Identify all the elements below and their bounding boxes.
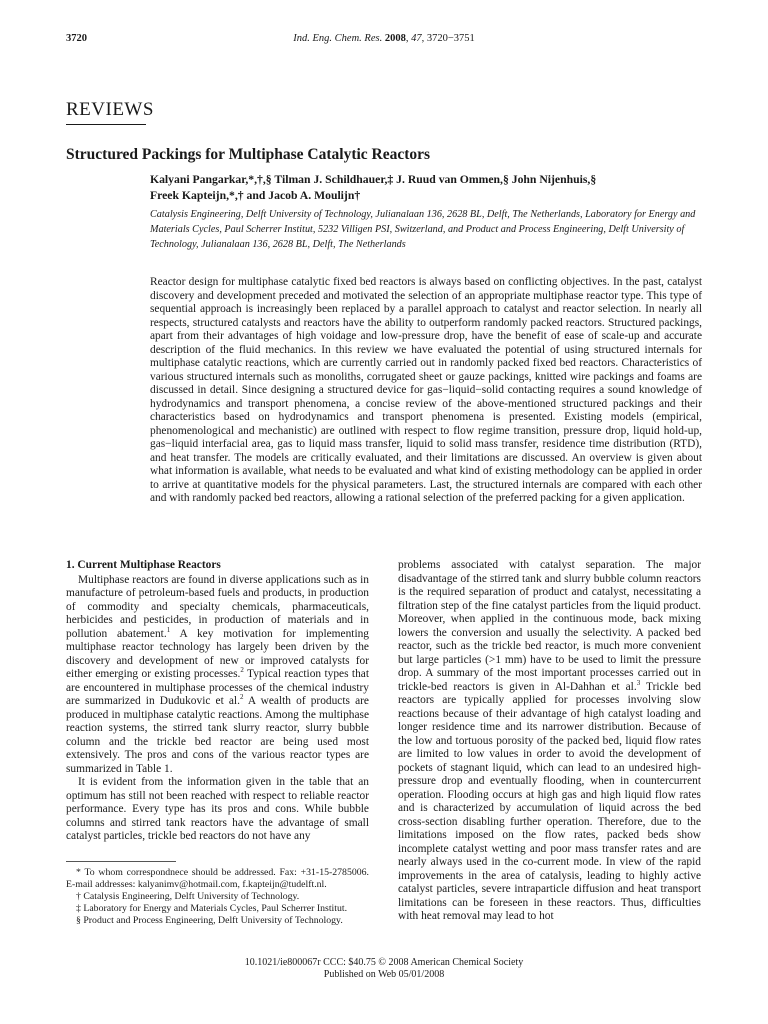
footnote-double-dagger: ‡ Laboratory for Energy and Materials Cycles, Paul Scherrer Institut. [76, 903, 348, 914]
footnote-section: § Product and Process Engineering, Delft University of Technology. [76, 915, 343, 926]
author-line-1: Kalyani Pangarkar,*,†,§ Tilman J. Schildhauer,‡ J. Ruud van Ommen,§ John Nijenhuis,§ [150, 173, 597, 186]
article-title: Structured Packings for Multiphase Catalytic Reactors [66, 146, 431, 163]
footnotes [66, 867, 369, 927]
section-rule [66, 124, 146, 125]
citation-ref: 2 [240, 666, 244, 675]
body-paragraph: Multiphase reactors are found in diverse applications such as in manufacture of petroleum-based fuels and products, in production of commodity and specialty chemicals, pharmaceuticals, herbicides and pesticides, in production of materials and in pollution abatement.$^1$ A key motivation for implementing multiphase reactor technology has largely been driven by the discovery and development of new or improved catalysts for either emerging or existing processes.$^2$ Typical reaction types that are encountered in multiphase processes of the chemical industry are summarized in Dudukovic et al.$^2$ A wealth of products are produced in multiphase catalytic reactions. Among the multiphase reaction systems, the stirred tank slurry reactor, slurry bubble column and the trickle bed reactor are being used most extensively. The pros and cons of the various reactor types are summarized in Table 1. [66, 573, 370, 775]
footnote-rule [66, 861, 176, 862]
footnote-correspondence: * To whom correspondnece should be addressed. Fax: +31-15-2785006. E-mail addresses: kalyanimv@hotmail.com, f.kapteijn@tudelft.nl. [66, 867, 369, 890]
page-number: 3720 [66, 33, 87, 44]
author-list [150, 172, 710, 204]
citation-ref: 3 [636, 678, 641, 687]
journal-pages: 3720−3751 [426, 33, 475, 44]
journal-citation: Ind. Eng. Chem. Res. 2008, 47, 3720−3751 [293, 33, 475, 44]
body-column-left [66, 559, 369, 844]
author-line-2: Freek Kapteijn,*,† and Jacob A. Moulijn† [150, 189, 361, 202]
body-column-right [398, 559, 701, 924]
section-label: REVIEWS [66, 99, 154, 120]
citation-ref: 2 [239, 693, 244, 702]
affiliations: Catalysis Engineering, Delft University of Technology, Julianalaan 136, 2628 BL, Delft, The Netherlands, Laboratory for Energy and Materials Cycles, Paul Scherrer Institut, 5232 Villigen PSI, Switzerland, and Product and Process Engineering, Delft University of Technology, Julianalaan 136, 2628 BL, Delft, The Netherlands [150, 209, 696, 250]
citation-ref: 1 [166, 625, 171, 634]
abstract: Reactor design for multiphase catalytic fixed bed reactors is always based on conflicting objectives. In the past, catalyst discovery and development preceded and motivated the selection of an appropriate multiphase reactor type. This type of sequential approach is increasingly been replaced by a parallel approach to catalyst and reactor selection. In nearly all respects, structured catalysts and reactors have the ability to outperform randomly packed reactors. Structured packings, apart from their advantages of high voidage and low-pressure drop, have the benefit of ease of scale-up and accurate description of the fluid mechanics. In this review we have evaluated the potential of using structured internals for multiphase catalytic reactions, which are currently carried out in randomly packed fixed bed reactors. Characteristics of various structured internals such as monoliths, corrugated sheet or gauze packings, knitted wire packings and foams are discussed in detail. Since designing a structured device for gas−liquid−solid contacting requires a sound knowledge of hydrodynamics and transport phenomena, a concise review of the above-mentioned structured packings and their characteristics based on hydrodynamics and transport phenomena is presented. Existing models (empirical, phenomenological and mechanistic) are outlined with respect to flow regime transition, pressure drop, liquid hold-up, gas−liquid interfacial area, gas to liquid mass transfer, liquid to solid mass transfer, residence time distribution (RTD), and heat transfer. The models are critically evaluated, and their limitations are discussed. An overview is given about what information is available, what needs to be evaluated and what kind of existing methodology can be applied in order to arrive at quantitative models for the physical parameters. Last, the structured internals are compared with each other and with randomly packed bed reactors, allowing a rational selection of the preferred packing for a given application. [150, 276, 702, 504]
journal-name: Ind. Eng. Chem. Res. [293, 33, 383, 44]
journal-volume: 47, [411, 33, 425, 44]
body-paragraph: problems associated with catalyst separation. The major disadvantage of the stirred tank and slurry bubble column reactors is the required separation of product and catalyst, necessitating a filtration step of the fine catalyst particles from the liquid product. Moreover, when applied in the continuous mode, back mixing lowers the conversion and usually the selectivity. A packed bed reactor, such as the trickle bed reactor, is much more convenient but large particles (>1 mm) have to be used to limit the pressure drop. A summary of the most important processes carried out in trickle-bed reactors is given in Al-Dahhan et al.$^3$ Trickle bed reactors are typically applied for processes involving slow reactions because of their advantage of high catalyst loading and longer residence time and its narrower distribution. Because of the low and tortuous porosity of the packed bed, liquid flow rates are limited to low values in order to avoid the development of pockets of stagnant liquid, which can lead to an undesired high-pressure drop and eventually flooding, when in countercurrent operation. Flooding occurs at high gas and high liquid flow rates and is characterized by accumulation of liquid across the bed cross-section disabling further operation. Therefore, due to the limitations imposed on the flow rates, packed beds show incomplete catalyst wetting and poor mass transfer rates and are nearly always used in the co-current mode. In view of the rapid improvements in the area of catalysis, leading to highly active catalyst particles, severe intraparticle diffusion and heat transport limitations can be foreseen in these reactors. Thus, difficulties with heat removal may lead to hot [398, 559, 701, 922]
footnote-dagger: † Catalysis Engineering, Delft University of Technology. [76, 891, 300, 902]
journal-year: 2008 [384, 33, 406, 44]
publication-date-line: Published on Web 05/01/2008 [323, 969, 445, 980]
section-heading: 1. Current Multiphase Reactors [66, 559, 221, 571]
body-paragraph: It is evident from the information given in the table that an optimum has still not been reached with respect to reliable reactor performance. Every type has its pros and cons. While bubble columns and stirred tank reactors have the advantage of small catalyst particles, trickle bed reactors do not have any [66, 776, 369, 842]
doi-copyright-line: 10.1021/ie800067r CCC: $40.75 © 2008 American Chemical Society [244, 957, 524, 968]
